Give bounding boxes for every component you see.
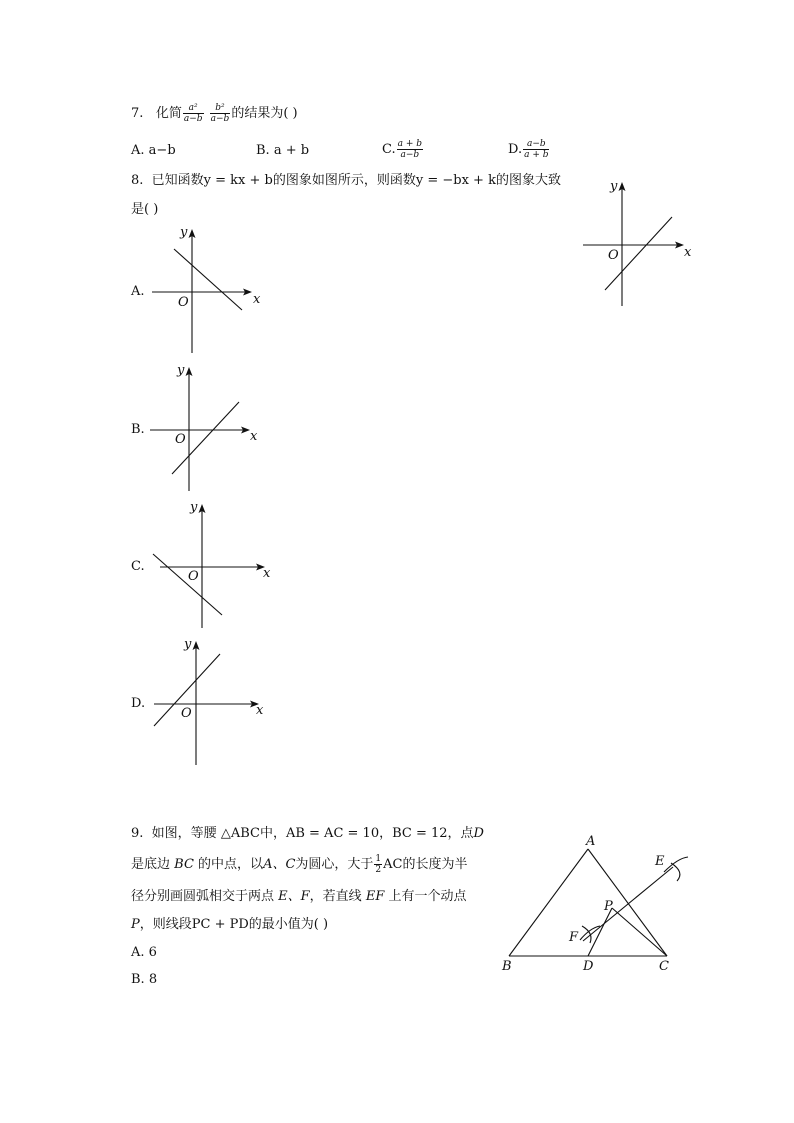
label-b: B xyxy=(502,959,512,974)
q7-number: 7. xyxy=(131,106,144,121)
arc-e-icon xyxy=(671,863,680,881)
q7-option-d: D. $\frac{a-b}{a + b}$ xyxy=(508,139,549,160)
q9-triangle-figure xyxy=(500,830,700,975)
q8-option-a-graph xyxy=(150,222,270,357)
origin-label: O xyxy=(608,248,619,263)
label-c: C xyxy=(659,959,669,974)
svg-text:O: O xyxy=(175,432,186,447)
q9-stem-line1: 9. 如图，等腰 △ABC中，AB = AC = 10，BC = 12，点D xyxy=(131,826,484,841)
q8-option-a-label: A. xyxy=(131,284,145,299)
q9-option-a: A. 6 xyxy=(131,945,157,960)
q7-option-b: B. a + b xyxy=(256,143,310,158)
q7-stem xyxy=(131,103,298,124)
q9-stem-line4: P，则线段PC + PD的最小值为( ) xyxy=(131,917,329,932)
svg-text:y: y xyxy=(190,500,198,515)
q8-option-d-graph xyxy=(150,634,280,769)
q8-option-c-label: C. xyxy=(131,559,145,574)
label-p: P xyxy=(604,899,613,914)
segment-pd xyxy=(588,908,612,956)
svg-text:x: x xyxy=(253,292,261,307)
q8-option-b-label: B. xyxy=(131,422,145,437)
q8-option-d-label: D. xyxy=(131,696,146,711)
segment-pc xyxy=(612,908,667,956)
label-d: D xyxy=(583,959,594,974)
function-line xyxy=(153,554,222,615)
q8-stem-line2: 是( ) xyxy=(131,202,159,217)
y-label: y xyxy=(610,179,618,194)
q9-half-fraction: $\frac{1}{2}$ xyxy=(375,854,382,875)
q8-option-b-graph xyxy=(150,360,270,495)
q7-prefix: 化简 xyxy=(155,106,182,121)
q7-option-c: C. $\frac{a + b}{a-b}$ xyxy=(382,139,423,160)
svg-text:O: O xyxy=(181,706,192,721)
q9-option-b: B. 8 xyxy=(131,972,158,987)
q7-frac1: $\frac{\text{a²}}{a-b}$ xyxy=(183,103,203,124)
svg-text:y: y xyxy=(180,225,188,240)
svg-text:O: O xyxy=(188,569,199,584)
label-e: E xyxy=(655,854,665,869)
line-ef xyxy=(583,867,673,941)
q8-reference-graph xyxy=(580,178,690,308)
svg-text:x: x xyxy=(250,429,258,444)
q8-stem-line1: 8. 已知函数y = kx + b的图象如图所示，则函数y = −bx + k的图象大致 xyxy=(131,173,561,188)
x-label: x xyxy=(684,245,692,260)
q7-frac2: $\frac{\text{b²}}{a-b}$ xyxy=(210,103,230,124)
svg-text:x: x xyxy=(263,566,271,581)
q7-option-a: A. a−b xyxy=(131,143,176,158)
q9-number: 9. xyxy=(131,826,144,841)
svg-text:O: O xyxy=(178,295,189,310)
q9-stem-line2: 是底边 BC 的中点，以A、C为圆心，大于 $\frac{1}{2}$ AC的长度为半 xyxy=(131,854,468,875)
q8-option-c-graph xyxy=(150,497,280,632)
arc-e2-icon xyxy=(664,857,688,872)
label-a: A xyxy=(586,834,596,849)
label-f: F xyxy=(569,930,579,945)
svg-text:y: y xyxy=(184,637,192,652)
svg-text:x: x xyxy=(256,703,264,718)
q9-stem-line3: 径分别画圆弧相交于两点 E、F，若直线 EF 上有一个动点 xyxy=(131,889,467,904)
q8-number: 8. xyxy=(131,173,144,188)
q7-suffix: 的结果为( ) xyxy=(231,106,298,121)
svg-text:y: y xyxy=(177,363,185,378)
